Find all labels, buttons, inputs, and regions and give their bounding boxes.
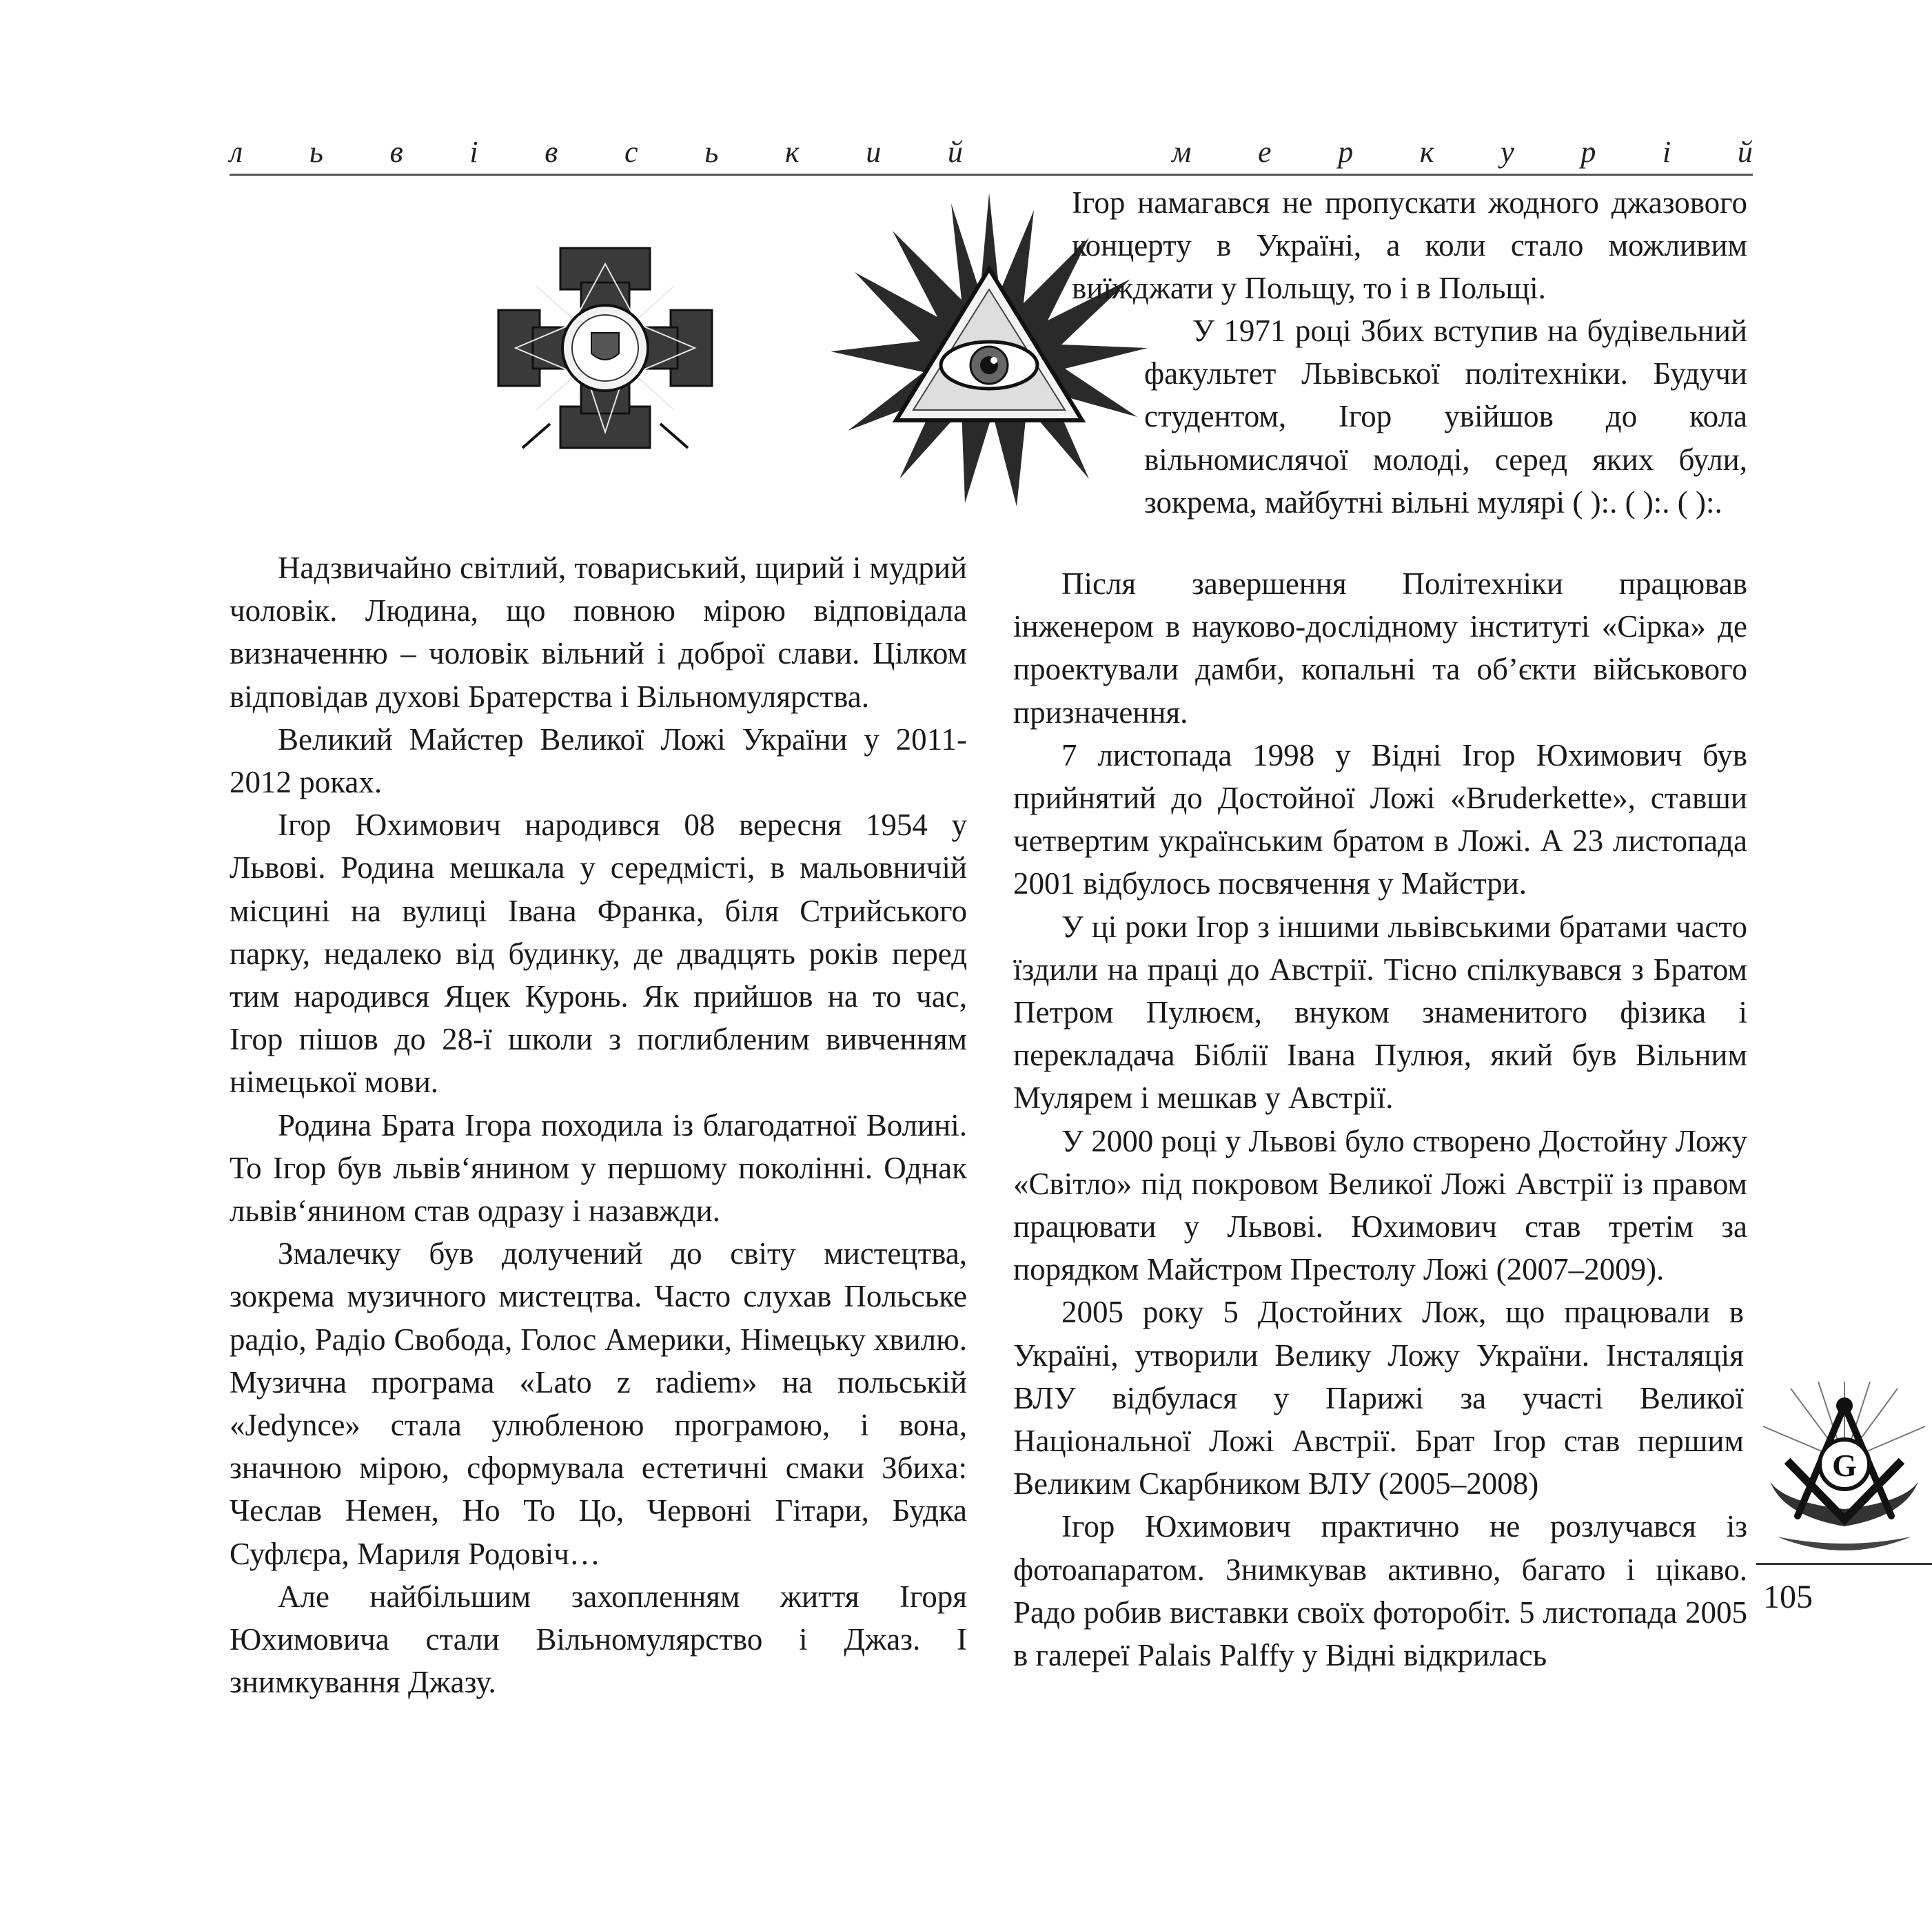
running-head-letter: ь <box>704 135 719 169</box>
running-head-letter: і <box>1662 135 1671 169</box>
running-head-letter: в <box>389 135 403 169</box>
paragraph: Надзвичайно світлий, товариський, щирий і мудрий чоловік. Людина, що повною мірою відповідала визначенню – чоловік вільний і доброї слави. Цілком відповідав духові Братерства і Вільномулярства. <box>230 551 967 714</box>
page-number: 105 <box>1763 1579 1813 1615</box>
running-head-letter: р <box>1338 135 1354 169</box>
running-head-letter: й <box>947 135 963 169</box>
running-head-letter: к <box>1419 135 1434 169</box>
running-head-letter: и <box>866 135 882 169</box>
header-rule <box>230 174 1753 176</box>
paragraph: Ігор Юхимович народився 08 вересня 1954 у Львові. Родина мешкала у середмісті, в мальовничій місцині на вулиці Івана Франка, біля Стрийського парку, недалеко від будинку, де двадцять років перед тим народився Яцек Куронь. Як прийшов на то час, Ігор пішов до 28-ї школи з поглибленим вивченням німецької мови. <box>230 808 967 1100</box>
right-column <box>1013 562 1747 1677</box>
running-head-letter: ь <box>309 135 323 169</box>
running-head <box>230 128 1753 170</box>
left-column <box>230 546 967 1703</box>
running-head-letter: к <box>784 135 800 169</box>
svg-text:G: G <box>1832 1448 1857 1483</box>
paragraph-text: У 1971 році Збих вступив на будівельний факультет Львівської політехніки. Будучи студентом, Ігор увійшов до кола вільномислячої молоді, серед яких були, зокрема, майбутні вільні мулярі ( ):. ( ):. ( ):. <box>1144 314 1747 520</box>
running-head-letter: с <box>624 135 638 169</box>
running-head-letter: р <box>1580 135 1596 169</box>
right-top-paragraph-2 <box>1144 309 1747 524</box>
masonic-cross-emblem-icon <box>495 245 715 451</box>
paragraph: У 2000 році у Львові було створено Достойну Ложу «Світло» під покровом Великої Ложі Австрії із правом працювати у Львові. Юхимович став третім за порядком Майстром Престолу Ложі (2007–2009). <box>1013 1123 1747 1287</box>
paragraph: У ці роки Ігор з іншими львівськими братами часто їздили на праці до Австрії. Тісно спілкувався з Братом Петром Пулюєм, внуком знаменитого фізика і перекладача Біблії Івана Пулюя, який був Вільним Мулярем і мешкав у Австрії. <box>1013 909 1747 1116</box>
running-head-letter: і <box>469 135 478 169</box>
paragraph: Ігор Юхимович практично не розлучався із фотоапаратом. Знимкував активно, багато і цікаво. Радо робив виставки своїх фоторобіт. 5 листопада 2005 в галереї Palais Palffy у Відні відкрилась <box>1013 1509 1747 1673</box>
paragraph: Після завершення Політехніки працював інженером в науково-дослідному інституті «Сірка» де проектували дамби, копальні та об’єкти військового призначення. <box>1013 566 1747 730</box>
paragraph: Змалечку був долучений до світу мистецтва, зокрема музичного мистецтва. Часто слухав Польське радіо, Радіо Свобода, Голос Америки, Німецьку хвилю. Музична програма «Lato z radiem» на польській «Jedynce» стала улюбленою програмою, і вона, значною мірою, сформувала естетичні смаки Збиха: Чеслав Немен, Но То Цо, Червоні Гітари, Будка Суфлєра, Мариля Родовіч… <box>230 1236 967 1571</box>
running-head-letter: в <box>545 135 558 169</box>
paragraph-text: Ігор намагався не пропускати жодного джазового концерту в Україні, а коли стало можливим виїжджати у Польщу, то і в Польщі. <box>1072 185 1747 306</box>
paragraph: 2005 року 5 Достойних Лож, що працювали в Україні, утворили Велику Ложу України. Інсталяція ВЛУ відбулася у Парижі за участі Великої Національної Ложі Австрії. Брат Ігор став першим Великим Скарбником ВЛУ (2005–2008) <box>1013 1295 1744 1502</box>
paragraph: Родина Брата Ігора походила із благодатної Волині. То Ігор був львів‘янином у першому поколінні. Однак львів‘янином став одразу і назавжди. <box>230 1107 967 1229</box>
paragraph: Але найбільшим захопленням життя Ігоря Юхимовича стали Вільномулярство і Джаз. І знимкування Джазу. <box>230 1579 967 1700</box>
running-head-letter: й <box>1737 135 1753 169</box>
right-top-paragraph-1 <box>1072 181 1747 310</box>
paragraph: Великий Майстер Великої Ложі України у 2011-2012 роках. <box>230 721 967 800</box>
square-and-compass-icon <box>1756 1378 1932 1557</box>
running-head-letter: у <box>1501 135 1514 169</box>
running-head-letter: л <box>230 135 243 169</box>
paragraph: 7 листопада 1998 у Відні Ігор Юхимович був прийнятий до Достойної Ложі «Bruderkette», ставши четвертим українським братом в Ложі. А 23 листопада 2001 відбулось посвячення у Майстри. <box>1013 737 1747 901</box>
running-head-letter: м <box>1172 135 1192 169</box>
running-head-letter: е <box>1257 135 1272 169</box>
page-number-rule <box>1756 1563 1932 1565</box>
